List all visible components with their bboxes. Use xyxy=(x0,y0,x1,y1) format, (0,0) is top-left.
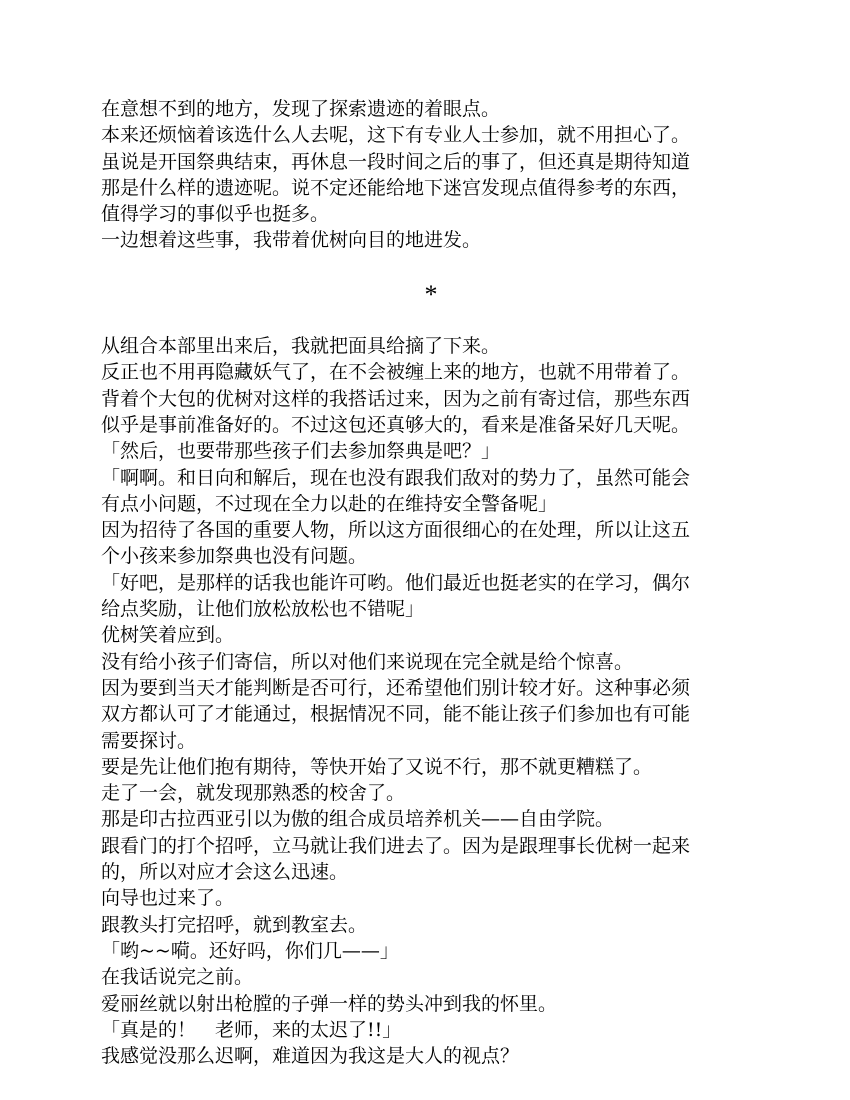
text-line: 在我话说完之前。 xyxy=(101,966,254,989)
document-page xyxy=(101,96,761,1069)
dialogue-line: 有点小问题，不过现在全力以赴的在维持安全警备呢」 xyxy=(101,492,558,515)
text-line: 双方都认可了才能通过，根据情况不同，能不能让孩子们参加也有可能 xyxy=(101,703,691,726)
text-line: 在意想不到的地方，发现了探索遗迹的着眼点。 xyxy=(101,98,501,120)
dialogue-line: 「好吧，是那样的话我也能许可哟。他们最近也挺老实的在学习，偶尔 xyxy=(101,571,691,594)
text-line: 因为要到当天才能判断是否可行，还希望他们别计较才好。这种事必须 xyxy=(101,676,691,699)
text-line: 要是先让他们抱有期待，等快开始了又说不行，那不就更糟糕了。 xyxy=(101,755,653,778)
text-line: 需要探讨。 xyxy=(101,729,197,752)
section-separator: * xyxy=(424,279,438,309)
text-line: 的，所以对应才会这么迅速。 xyxy=(101,861,349,884)
text-line: 值得学习的事似乎也挺多。 xyxy=(101,203,330,226)
text-line: 背着个大包的优树对这样的我搭话过来，因为之前有寄过信，那些东西 xyxy=(101,387,691,410)
dialogue-line: 给点奖励，让他们放松放松也不错呢」 xyxy=(101,598,425,621)
paragraph-block-1 xyxy=(101,96,761,254)
text-line: 我感觉没那么迟啊，难道因为我这是大人的视点？ xyxy=(101,1045,520,1068)
text-line: 那是什么样的遗迹呢。说不定还能给地下迷宫发现点值得参考的东西， xyxy=(101,176,691,199)
text-line: 个小孩来参加祭典也没有问题。 xyxy=(101,545,368,568)
text-line: 跟看门的打个招呼，立马就让我们进去了。因为是跟理事长优树一起来 xyxy=(101,834,691,857)
text-line: 虽说是开国祭典结束，再休息一段时间之后的事了，但还真是期待知道 xyxy=(101,150,691,173)
text-line: 爱丽丝就以射出枪膛的子弹一样的势头冲到我的怀里。 xyxy=(101,992,558,1015)
text-line: 一边想着这些事，我带着优树向目的地进发。 xyxy=(101,229,482,252)
text-line: 本来还烦恼着该选什么人去呢，这下有专业人士参加，就不用担心了。 xyxy=(101,124,691,147)
text-line: 因为招待了各国的重要人物，所以这方面很细心的在处理，所以让这五 xyxy=(101,519,691,542)
dialogue-line: 「然后，也要带那些孩子们去参加祭典是吧？」 xyxy=(101,440,501,463)
text-line: 从组合本部里出来后，我就把面具给摘了下来。 xyxy=(101,335,501,358)
dialogue-line: 「真是的！ 老师，来的太迟了!!」 xyxy=(101,1018,402,1041)
text-line: 反正也不用再隐藏妖气了，在不会被缠上来的地方，也就不用带着了。 xyxy=(101,361,691,384)
dialogue-line: 「啊啊。和日向和解后，现在也没有跟我们敌对的势力了，虽然可能会 xyxy=(101,466,691,489)
text-line: 跟教头打完招呼，就到教室去。 xyxy=(101,913,368,936)
text-line: 走了一会，就发现那熟悉的校舍了。 xyxy=(101,782,406,805)
paragraph-block-2 xyxy=(101,333,761,1069)
text-line: 没有给小孩子们寄信，所以对他们来说现在完全就是给个惊喜。 xyxy=(101,650,634,673)
text-line: 优树笑着应到。 xyxy=(101,624,235,647)
text-line: 那是印古拉西亚引以为傲的组合成员培养机关——自由学院。 xyxy=(101,808,615,831)
dialogue-line: 「哟~~嗬。还好吗，你们几——」 xyxy=(101,939,399,962)
text-line: 向导也过来了。 xyxy=(101,887,235,910)
text-line: 似乎是事前准备好的。不过这包还真够大的，看来是准备呆好几天呢。 xyxy=(101,413,691,436)
